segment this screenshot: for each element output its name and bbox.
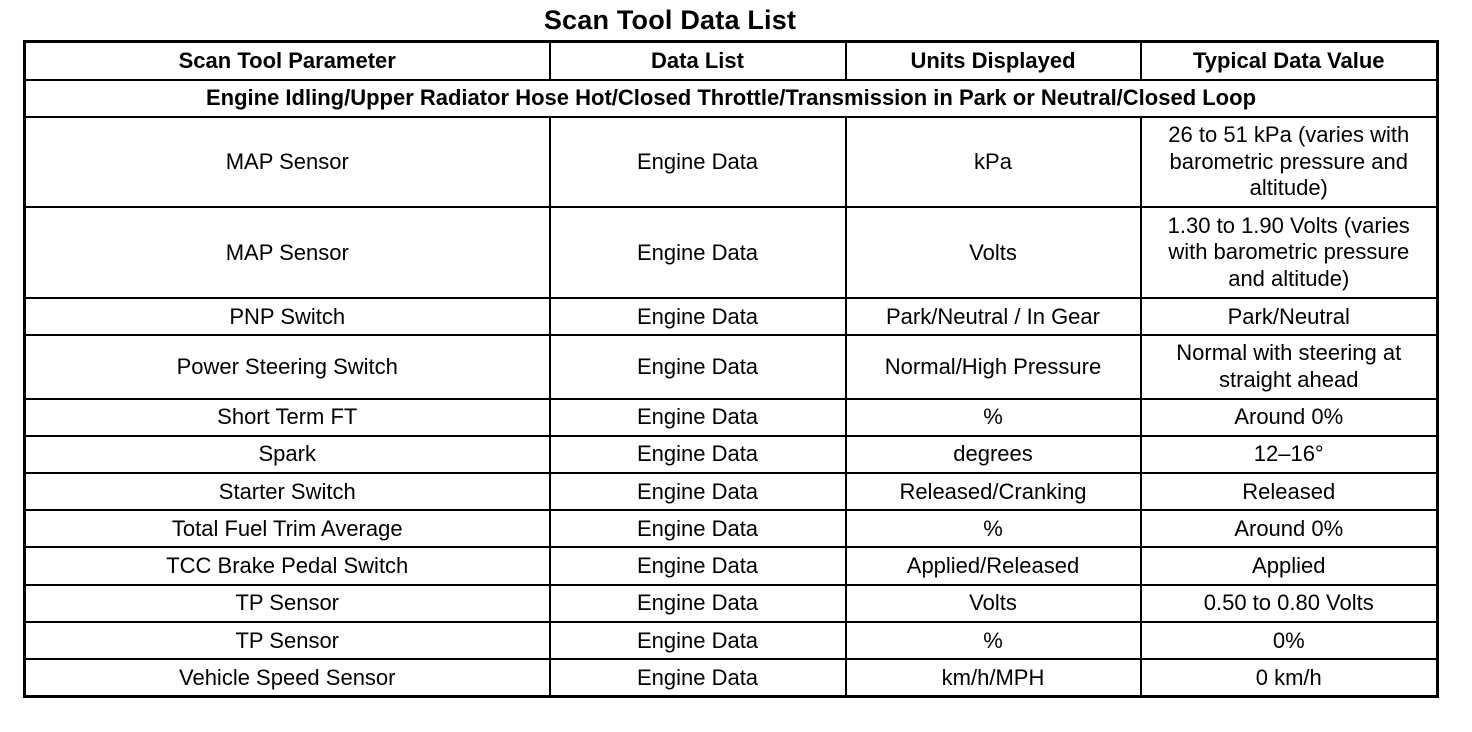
cell-parameter: TP Sensor bbox=[25, 622, 550, 659]
table-row bbox=[25, 335, 1438, 398]
table-row bbox=[25, 622, 1438, 659]
table-row bbox=[25, 298, 1438, 335]
cell-parameter: TP Sensor bbox=[25, 585, 550, 622]
cell-parameter: TCC Brake Pedal Switch bbox=[25, 547, 550, 584]
header-data-list: Data List bbox=[550, 42, 846, 80]
header-scan-tool-parameter: Scan Tool Parameter bbox=[25, 42, 550, 80]
table-header-row bbox=[25, 42, 1438, 80]
cell-data-list: Engine Data bbox=[550, 510, 846, 547]
header-units-displayed: Units Displayed bbox=[846, 42, 1141, 80]
cell-parameter: MAP Sensor bbox=[25, 207, 550, 298]
cell-units: Park/Neutral / In Gear bbox=[846, 298, 1141, 335]
table-row bbox=[25, 207, 1438, 298]
table-row bbox=[25, 399, 1438, 436]
cell-units: Normal/High Pressure bbox=[846, 335, 1141, 398]
cell-typical-value: Released bbox=[1141, 473, 1438, 510]
cell-parameter: MAP Sensor bbox=[25, 117, 550, 208]
cell-units: Released/Cranking bbox=[846, 473, 1141, 510]
cell-units: km/h/MPH bbox=[846, 659, 1141, 696]
page-title: Scan Tool Data List bbox=[543, 5, 797, 35]
cell-typical-value: 0.50 to 0.80 Volts bbox=[1141, 585, 1438, 622]
cell-parameter: Total Fuel Trim Average bbox=[25, 510, 550, 547]
table-row bbox=[25, 547, 1438, 584]
cell-typical-value: 26 to 51 kPa (varies with barometric pressure and altitude) bbox=[1141, 117, 1438, 208]
cell-parameter: Short Term FT bbox=[25, 399, 550, 436]
cell-data-list: Engine Data bbox=[550, 399, 846, 436]
cell-units: Applied/Released bbox=[846, 547, 1141, 584]
cell-parameter: Vehicle Speed Sensor bbox=[25, 659, 550, 696]
table-row bbox=[25, 510, 1438, 547]
cell-data-list: Engine Data bbox=[550, 298, 846, 335]
table-row bbox=[25, 585, 1438, 622]
cell-data-list: Engine Data bbox=[550, 473, 846, 510]
table-row bbox=[25, 659, 1438, 696]
cell-data-list: Engine Data bbox=[550, 335, 846, 398]
cell-data-list: Engine Data bbox=[550, 207, 846, 298]
cell-data-list: Engine Data bbox=[550, 659, 846, 696]
table-row bbox=[25, 117, 1438, 208]
cell-data-list: Engine Data bbox=[550, 436, 846, 473]
cell-data-list: Engine Data bbox=[550, 585, 846, 622]
cell-typical-value: 0% bbox=[1141, 622, 1438, 659]
cell-typical-value: Around 0% bbox=[1141, 399, 1438, 436]
condition-row bbox=[25, 80, 1438, 117]
scan-tool-data-table bbox=[23, 40, 1439, 698]
cell-data-list: Engine Data bbox=[550, 622, 846, 659]
cell-parameter: Spark bbox=[25, 436, 550, 473]
cell-typical-value: 12–16° bbox=[1141, 436, 1438, 473]
cell-typical-value: Applied bbox=[1141, 547, 1438, 584]
cell-typical-value: Park/Neutral bbox=[1141, 298, 1438, 335]
cell-typical-value: 1.30 to 1.90 Volts (varies with barometric pressure and altitude) bbox=[1141, 207, 1438, 298]
cell-units: Volts bbox=[846, 585, 1141, 622]
cell-units: % bbox=[846, 510, 1141, 547]
cell-units: degrees bbox=[846, 436, 1141, 473]
cell-units: Volts bbox=[846, 207, 1141, 298]
cell-units: kPa bbox=[846, 117, 1141, 208]
cell-parameter: PNP Switch bbox=[25, 298, 550, 335]
cell-typical-value: Around 0% bbox=[1141, 510, 1438, 547]
cell-units: % bbox=[846, 399, 1141, 436]
cell-parameter: Starter Switch bbox=[25, 473, 550, 510]
cell-typical-value: Normal with steering at straight ahead bbox=[1141, 335, 1438, 398]
table-row bbox=[25, 473, 1438, 510]
table-row bbox=[25, 436, 1438, 473]
cell-typical-value: 0 km/h bbox=[1141, 659, 1438, 696]
cell-units: % bbox=[846, 622, 1141, 659]
header-typical-data-value: Typical Data Value bbox=[1141, 42, 1438, 80]
cell-data-list: Engine Data bbox=[550, 547, 846, 584]
operating-condition: Engine Idling/Upper Radiator Hose Hot/Closed Throttle/Transmission in Park or Neutral/Closed Loop bbox=[25, 80, 1438, 117]
cell-parameter: Power Steering Switch bbox=[25, 335, 550, 398]
cell-data-list: Engine Data bbox=[550, 117, 846, 208]
